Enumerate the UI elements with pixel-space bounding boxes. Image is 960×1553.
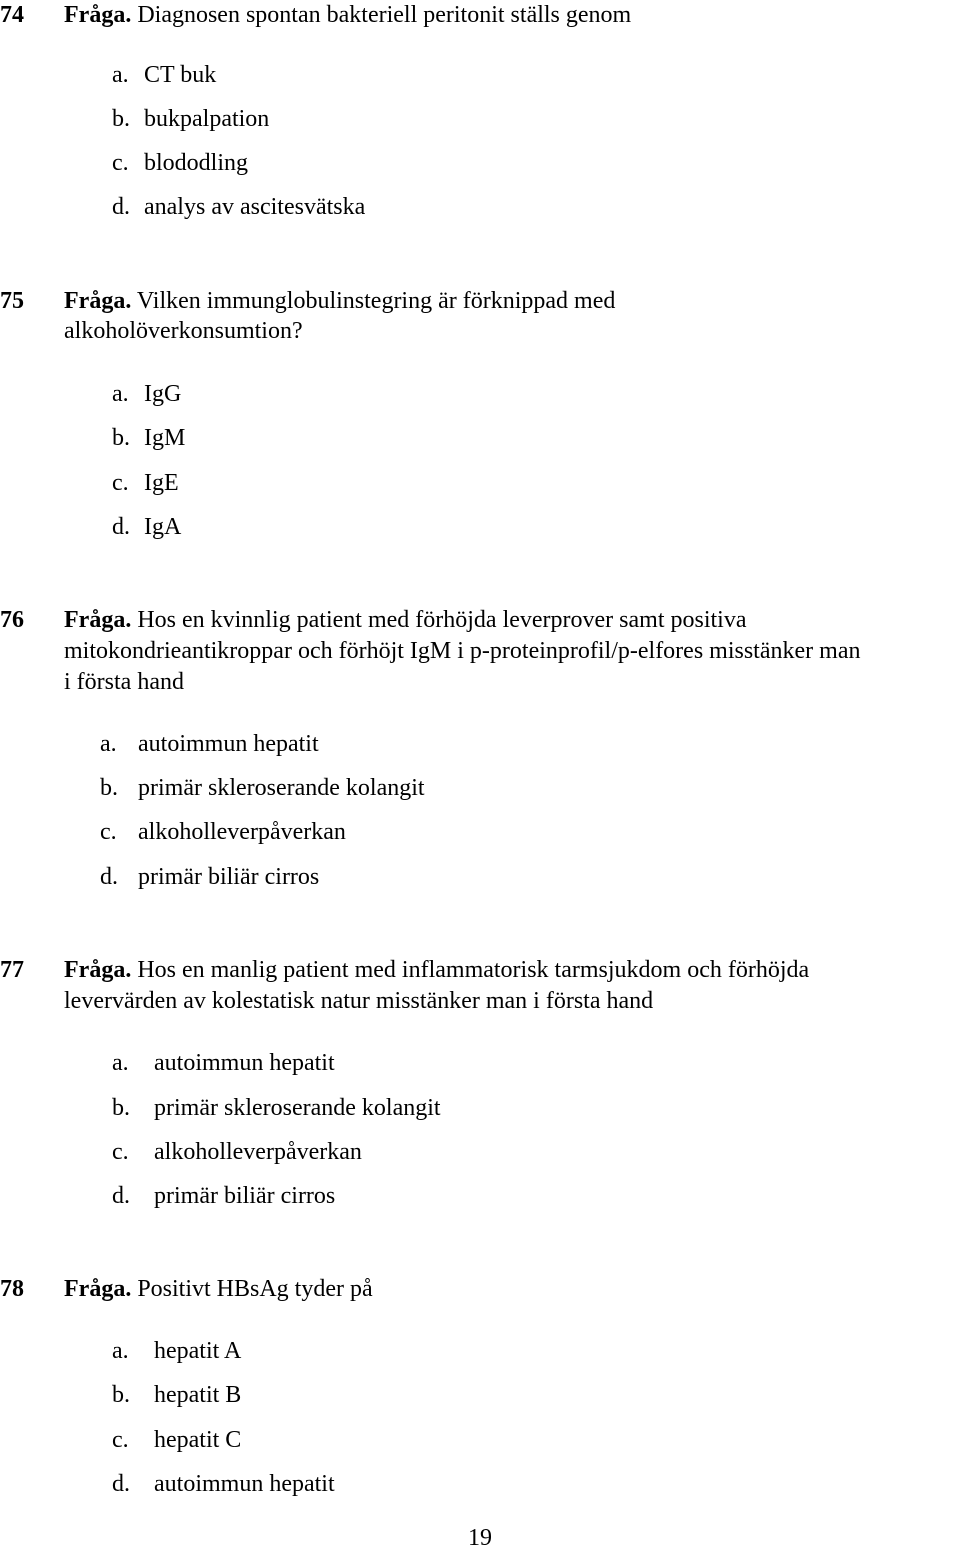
option-letter: c. bbox=[100, 819, 117, 845]
option-b bbox=[112, 423, 185, 453]
option-d bbox=[100, 862, 319, 892]
option-d bbox=[112, 1181, 335, 1211]
option-letter: d. bbox=[100, 864, 118, 890]
option-letter: d. bbox=[112, 1471, 130, 1497]
question-number: 78 bbox=[0, 1276, 24, 1302]
option-letter: d. bbox=[112, 194, 130, 220]
option-text: primär biliär cirros bbox=[154, 1183, 336, 1209]
option-letter: b. bbox=[100, 775, 118, 801]
question-text bbox=[64, 0, 960, 30]
option-letter: c. bbox=[112, 1139, 129, 1165]
option-d bbox=[112, 512, 181, 542]
question-line: mitokondrieantikroppar och förhöjt IgM i p-proteinprofil/p-elfores misstänker man bbox=[64, 638, 861, 664]
option-a bbox=[100, 729, 319, 759]
option-c bbox=[100, 817, 346, 847]
option-text: hepatit B bbox=[154, 1382, 242, 1408]
question-line: Vilken immunglobulinstegring är förknippad med bbox=[136, 288, 616, 314]
option-b bbox=[112, 104, 269, 134]
option-letter: b. bbox=[112, 425, 130, 451]
option-letter: d. bbox=[112, 1183, 130, 1209]
question-label: Fråga. bbox=[64, 1276, 132, 1302]
option-text: alkoholleverpåverkan bbox=[154, 1139, 362, 1165]
option-letter: a. bbox=[112, 381, 129, 407]
question-text bbox=[64, 955, 960, 985]
option-letter: a. bbox=[100, 731, 117, 757]
question-number: 75 bbox=[0, 288, 24, 314]
option-b bbox=[100, 773, 425, 803]
question-line: alkoholöverkonsumtion? bbox=[64, 318, 303, 344]
question-number: 74 bbox=[0, 2, 24, 28]
question-number: 77 bbox=[0, 957, 24, 983]
question-line: i första hand bbox=[64, 669, 184, 695]
option-text: bukpalpation bbox=[144, 106, 270, 132]
question-label: Fråga. bbox=[64, 957, 132, 983]
option-d bbox=[112, 1469, 335, 1499]
option-b bbox=[112, 1093, 441, 1123]
option-text: IgG bbox=[144, 381, 182, 407]
page-number: 19 bbox=[468, 1525, 492, 1551]
option-c bbox=[112, 468, 179, 498]
question-number: 76 bbox=[0, 607, 24, 633]
question-line: Diagnosen spontan bakteriell peritonit ställs genom bbox=[137, 2, 632, 28]
option-text: primär skleroserande kolangit bbox=[154, 1095, 441, 1121]
option-b bbox=[112, 1380, 241, 1410]
question-line: Hos en kvinnlig patient med förhöjda leverprover samt positiva bbox=[137, 607, 747, 633]
option-letter: c. bbox=[112, 1427, 129, 1453]
option-letter: a. bbox=[112, 1338, 129, 1364]
option-letter: b. bbox=[112, 1095, 130, 1121]
option-text: IgM bbox=[144, 425, 186, 451]
option-letter: b. bbox=[112, 106, 130, 132]
question-text bbox=[64, 1274, 960, 1304]
option-text: hepatit C bbox=[154, 1427, 242, 1453]
option-c bbox=[112, 148, 248, 178]
question-label: Fråga. bbox=[64, 607, 132, 633]
question-line: Hos en manlig patient med inflammatorisk tarmsjukdom och förhöjda bbox=[137, 957, 810, 983]
option-text: IgA bbox=[144, 514, 182, 540]
option-text: IgE bbox=[144, 470, 179, 496]
question-text bbox=[64, 286, 960, 316]
option-a bbox=[112, 1048, 335, 1078]
option-text: autoimmun hepatit bbox=[138, 731, 319, 757]
option-text: primär biliär cirros bbox=[138, 864, 320, 890]
option-letter: b. bbox=[112, 1382, 130, 1408]
option-letter: c. bbox=[112, 470, 129, 496]
question-text bbox=[64, 605, 960, 635]
option-text: alkoholleverpåverkan bbox=[138, 819, 346, 845]
question-line: Positivt HBsAg tyder på bbox=[137, 1276, 373, 1302]
option-text: analys av ascitesvätska bbox=[144, 194, 366, 220]
option-letter: c. bbox=[112, 150, 129, 176]
option-text: autoimmun hepatit bbox=[154, 1050, 335, 1076]
option-text: hepatit A bbox=[154, 1338, 242, 1364]
option-d bbox=[112, 192, 365, 222]
option-letter: a. bbox=[112, 1050, 129, 1076]
option-text: primär skleroserande kolangit bbox=[138, 775, 425, 801]
option-c bbox=[112, 1137, 362, 1167]
option-text: CT buk bbox=[144, 62, 217, 88]
option-text: blododling bbox=[144, 150, 249, 176]
question-label: Fråga. bbox=[64, 2, 132, 28]
option-a bbox=[112, 379, 181, 409]
option-a bbox=[112, 60, 216, 90]
option-a bbox=[112, 1336, 241, 1366]
question-line: levervärden av kolestatisk natur misstänker man i första hand bbox=[64, 988, 654, 1014]
option-c bbox=[112, 1425, 241, 1455]
option-letter: d. bbox=[112, 514, 130, 540]
question-label: Fråga. bbox=[64, 288, 132, 314]
option-letter: a. bbox=[112, 62, 129, 88]
option-text: autoimmun hepatit bbox=[154, 1471, 335, 1497]
